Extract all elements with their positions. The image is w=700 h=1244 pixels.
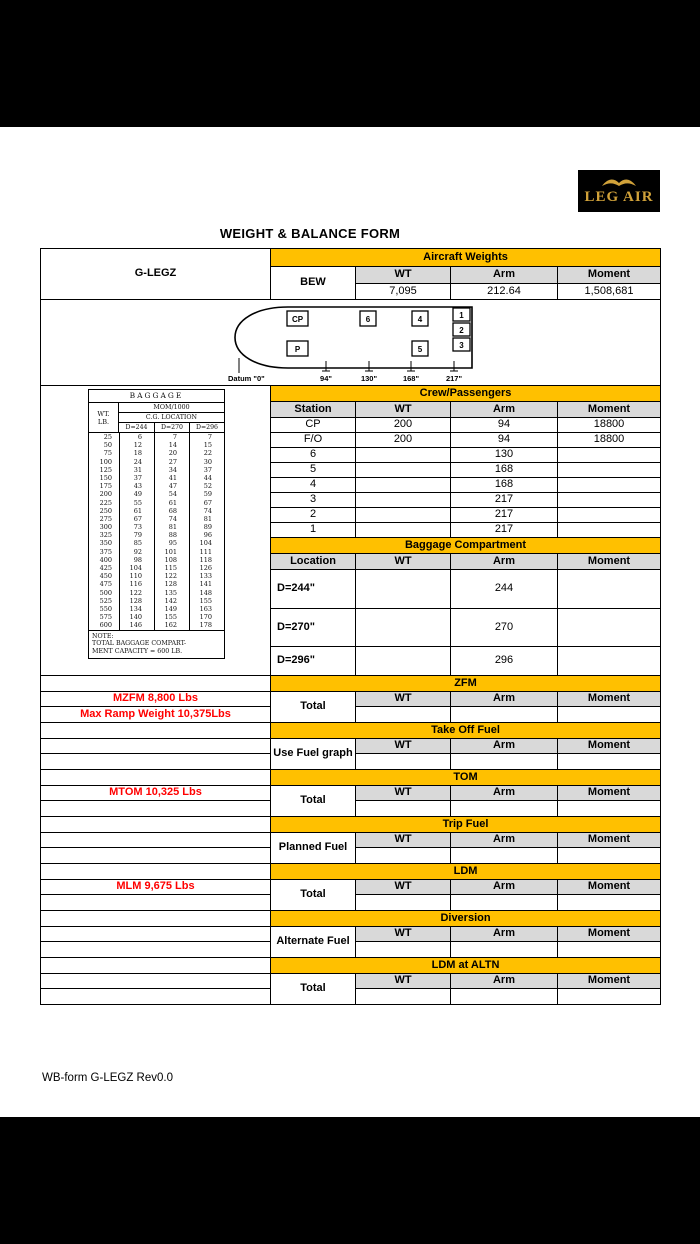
col-header-arm: Arm xyxy=(451,267,558,284)
left-blank-cell xyxy=(41,817,271,833)
d244-wt-cell[interactable] xyxy=(356,570,451,609)
seat-label-5: 5 xyxy=(417,345,423,354)
zfm-moment-cell[interactable] xyxy=(558,707,661,723)
aircraft-registration: G-LEGZ xyxy=(41,249,271,300)
seat5-moment-cell[interactable] xyxy=(558,463,661,478)
seat4-moment-cell[interactable] xyxy=(558,478,661,493)
seat2-arm: 217 xyxy=(451,508,558,523)
seat4-arm: 168 xyxy=(451,478,558,493)
left-blank-cell xyxy=(41,848,271,864)
takeoff-fuel-arm-cell[interactable] xyxy=(451,754,558,770)
weight-balance-table xyxy=(40,248,661,1005)
zfm-arm-cell[interactable] xyxy=(451,707,558,723)
fo-arm: 94 xyxy=(451,433,558,448)
aircraft-cabin-diagram xyxy=(226,300,476,385)
baggage-chart-d-headers: D=244 D=270 D=296 xyxy=(119,423,224,432)
baggage-chart-header xyxy=(89,403,224,433)
seat5-wt-cell[interactable] xyxy=(356,463,451,478)
d270-moment-cell[interactable] xyxy=(558,609,661,647)
col-header-moment: Moment xyxy=(558,554,661,570)
seat1-wt-cell[interactable] xyxy=(356,523,451,538)
ldm-altn-total-label: Total xyxy=(271,974,356,1005)
baggage-chart-cg-header: C.G. LOCATION xyxy=(119,413,224,423)
station-94-label: 94" xyxy=(320,374,332,383)
col-header-wt: WT xyxy=(356,974,451,989)
col-header-arm: Arm xyxy=(451,554,558,570)
takeoff-fuel-wt-cell[interactable] xyxy=(356,754,451,770)
bew-label: BEW xyxy=(271,267,356,300)
cp-wt: 200 xyxy=(356,418,451,433)
col-header-wt: WT xyxy=(356,554,451,570)
station-5: 5 xyxy=(271,463,356,478)
tom-arm-cell[interactable] xyxy=(451,801,558,817)
ldm-altn-wt-cell[interactable] xyxy=(356,989,451,1005)
d296-moment-cell[interactable] xyxy=(558,647,661,676)
station-4: 4 xyxy=(271,478,356,493)
diversion-arm-cell[interactable] xyxy=(451,942,558,958)
ldm-total-label: Total xyxy=(271,880,356,911)
section-header-baggage-compartment: Baggage Compartment xyxy=(271,538,661,554)
left-blank-cell xyxy=(41,723,271,739)
d270-arm: 270 xyxy=(451,609,558,647)
baggage-chart-mom-header: MOM/1000 xyxy=(119,403,224,413)
station-168-label: 168" xyxy=(402,374,420,383)
limit-max-ramp: Max Ramp Weight 10,375Lbs xyxy=(41,707,271,723)
seat6-moment-cell[interactable] xyxy=(558,448,661,463)
col-header-location: Location xyxy=(271,554,356,570)
d244-arm: 244 xyxy=(451,570,558,609)
col-header-moment: Moment xyxy=(558,402,661,418)
section-header-takeoff-fuel: Take Off Fuel xyxy=(271,723,661,739)
seat-label-3: 3 xyxy=(459,341,464,350)
col-header-arm: Arm xyxy=(451,786,558,801)
col-header-moment: Moment xyxy=(558,974,661,989)
limit-mtom: MTOM 10,325 Lbs xyxy=(41,786,271,801)
d244-moment-cell[interactable] xyxy=(558,570,661,609)
datum-label: Datum "0" xyxy=(228,374,265,383)
seat3-wt-cell[interactable] xyxy=(356,493,451,508)
seat1-arm: 217 xyxy=(451,523,558,538)
d270-wt-cell[interactable] xyxy=(356,609,451,647)
left-blank-cell xyxy=(41,911,271,927)
seat5-arm: 168 xyxy=(451,463,558,478)
fuselage-outline xyxy=(235,307,472,368)
station-6: 6 xyxy=(271,448,356,463)
baggage-chart-title: BAGGAGE xyxy=(89,390,224,403)
limit-mzfm: MZFM 8,800 Lbs xyxy=(41,692,271,707)
ldm-altn-moment-cell[interactable] xyxy=(558,989,661,1005)
trip-fuel-label: Planned Fuel xyxy=(271,833,356,864)
location-d296: D=296" xyxy=(271,647,356,676)
left-blank-cell xyxy=(41,770,271,786)
left-blank-cell xyxy=(41,739,271,754)
document-page xyxy=(0,127,700,1117)
seat3-moment-cell[interactable] xyxy=(558,493,661,508)
alternate-fuel-label: Alternate Fuel xyxy=(271,927,356,958)
left-blank-cell xyxy=(41,801,271,817)
takeoff-fuel-label: Use Fuel graph xyxy=(271,739,356,770)
col-header-moment: Moment xyxy=(558,833,661,848)
seat-label-1: 1 xyxy=(459,311,464,320)
baggage-moment-chart xyxy=(88,389,225,659)
zfm-wt-cell[interactable] xyxy=(356,707,451,723)
left-blank-cell xyxy=(41,676,271,692)
baggage-chart-cell xyxy=(41,386,271,676)
col-header-wt: WT xyxy=(356,927,451,942)
seat6-wt-cell[interactable] xyxy=(356,448,451,463)
trip-fuel-arm-cell[interactable] xyxy=(451,848,558,864)
tom-wt-cell[interactable] xyxy=(356,801,451,817)
section-header-diversion: Diversion xyxy=(271,911,661,927)
cabin-diagram-cell xyxy=(41,300,661,386)
seat-label-cp: CP xyxy=(291,315,304,324)
seat-label-p: P xyxy=(294,345,301,354)
col-header-wt: WT xyxy=(356,833,451,848)
station-cp: CP xyxy=(271,418,356,433)
bird-icon xyxy=(601,177,637,188)
zfm-total-label: Total xyxy=(271,692,356,723)
seat2-moment-cell[interactable] xyxy=(558,508,661,523)
trip-fuel-moment-cell[interactable] xyxy=(558,848,661,864)
col-header-moment: Moment xyxy=(558,692,661,707)
bew-moment-value: 1,508,681 xyxy=(558,284,661,300)
seat3-arm: 217 xyxy=(451,493,558,508)
cp-arm: 94 xyxy=(451,418,558,433)
baggage-chart-data: 25 6 7 7 50 12 14 15 75 18 20 22 100 24 27 30 125 31 34 37 150 37 41 44 175 43 47 52 200 49 54 59 225 55 61 67 250 61 68 74 275 67 74 81 300 73 81 89 325 79 88 96 350 85 95 104 375 92 101 111 400 98 108 118 425 104 115 126 450 110 122 133 475 116 128 141 500 122 135 148 525 128 142 155 550 134 149 163 575 140 155 170 600 146 162 178 xyxy=(89,433,224,630)
col-header-wt: WT xyxy=(356,786,451,801)
d296-arm: 296 xyxy=(451,647,558,676)
seat-label-4: 4 xyxy=(417,315,423,324)
left-blank-cell xyxy=(41,754,271,770)
logo-text: LEG AIR xyxy=(584,189,654,205)
seat-boxes xyxy=(287,308,470,356)
ldm-moment-cell[interactable] xyxy=(558,895,661,911)
section-header-aircraft-weights: Aircraft Weights xyxy=(271,249,661,267)
section-header-zfm: ZFM xyxy=(271,676,661,692)
station-1: 1 xyxy=(271,523,356,538)
station-3: 3 xyxy=(271,493,356,508)
col-header-moment: Moment xyxy=(558,927,661,942)
seat4-wt-cell[interactable] xyxy=(356,478,451,493)
col-header-arm: Arm xyxy=(451,402,558,418)
left-blank-cell xyxy=(41,974,271,989)
tom-total-label: Total xyxy=(271,786,356,817)
seat6-arm: 130 xyxy=(451,448,558,463)
left-blank-cell xyxy=(41,895,271,911)
ldm-altn-arm-cell[interactable] xyxy=(451,989,558,1005)
seat-label-2: 2 xyxy=(459,326,464,335)
col-header-moment: Moment xyxy=(558,880,661,895)
leg-air-logo xyxy=(578,170,660,212)
col-header-moment: Moment xyxy=(558,786,661,801)
station-fo: F/O xyxy=(271,433,356,448)
diversion-wt-cell[interactable] xyxy=(356,942,451,958)
col-header-arm: Arm xyxy=(451,692,558,707)
left-blank-cell xyxy=(41,942,271,958)
left-blank-cell xyxy=(41,989,271,1005)
section-header-trip-fuel: Trip Fuel xyxy=(271,817,661,833)
ldm-arm-cell[interactable] xyxy=(451,895,558,911)
col-header-wt: WT xyxy=(356,402,451,418)
col-header-arm: Arm xyxy=(451,974,558,989)
col-header-arm: Arm xyxy=(451,739,558,754)
seat1-moment-cell[interactable] xyxy=(558,523,661,538)
left-blank-cell xyxy=(41,864,271,880)
col-header-arm: Arm xyxy=(451,880,558,895)
section-header-ldm-altn: LDM at ALTN xyxy=(271,958,661,974)
left-blank-cell xyxy=(41,833,271,848)
takeoff-fuel-moment-cell[interactable] xyxy=(558,754,661,770)
seat2-wt-cell[interactable] xyxy=(356,508,451,523)
station-2: 2 xyxy=(271,508,356,523)
bew-wt-value: 7,095 xyxy=(356,284,451,300)
section-header-tom: TOM xyxy=(271,770,661,786)
bew-arm-value: 212.64 xyxy=(451,284,558,300)
col-header-moment: Moment xyxy=(558,267,661,284)
fo-wt: 200 xyxy=(356,433,451,448)
ldm-wt-cell[interactable] xyxy=(356,895,451,911)
station-130-label: 130" xyxy=(360,374,378,383)
location-d244: D=244" xyxy=(271,570,356,609)
cp-moment: 18800 xyxy=(558,418,661,433)
col-header-moment: Moment xyxy=(558,739,661,754)
baggage-chart-note: NOTE: TOTAL BAGGAGE COMPART- MENT CAPACITY = 600 LB. xyxy=(89,630,224,659)
seat-label-6: 6 xyxy=(365,315,371,324)
baggage-chart-wt-header: WT. LB. xyxy=(97,409,110,426)
section-header-crew-passengers: Crew/Passengers xyxy=(271,386,661,402)
col-header-wt: WT xyxy=(356,692,451,707)
trip-fuel-wt-cell[interactable] xyxy=(356,848,451,864)
d296-wt-cell[interactable] xyxy=(356,647,451,676)
station-tick-marks xyxy=(239,358,458,373)
col-header-wt: WT xyxy=(356,267,451,284)
col-header-station: Station xyxy=(271,402,356,418)
col-header-wt: WT xyxy=(356,880,451,895)
form-title: WEIGHT & BALANCE FORM xyxy=(219,226,401,241)
limit-mlm: MLM 9,675 Lbs xyxy=(41,880,271,895)
tom-moment-cell[interactable] xyxy=(558,801,661,817)
location-d270: D=270" xyxy=(271,609,356,647)
col-header-arm: Arm xyxy=(451,833,558,848)
col-header-wt: WT xyxy=(356,739,451,754)
section-header-ldm: LDM xyxy=(271,864,661,880)
station-217-label: 217" xyxy=(445,374,463,383)
left-blank-cell xyxy=(41,927,271,942)
fo-moment: 18800 xyxy=(558,433,661,448)
left-blank-cell xyxy=(41,958,271,974)
diversion-moment-cell[interactable] xyxy=(558,942,661,958)
form-revision: WB-form G-LEGZ Rev0.0 xyxy=(42,1072,173,1084)
col-header-arm: Arm xyxy=(451,927,558,942)
